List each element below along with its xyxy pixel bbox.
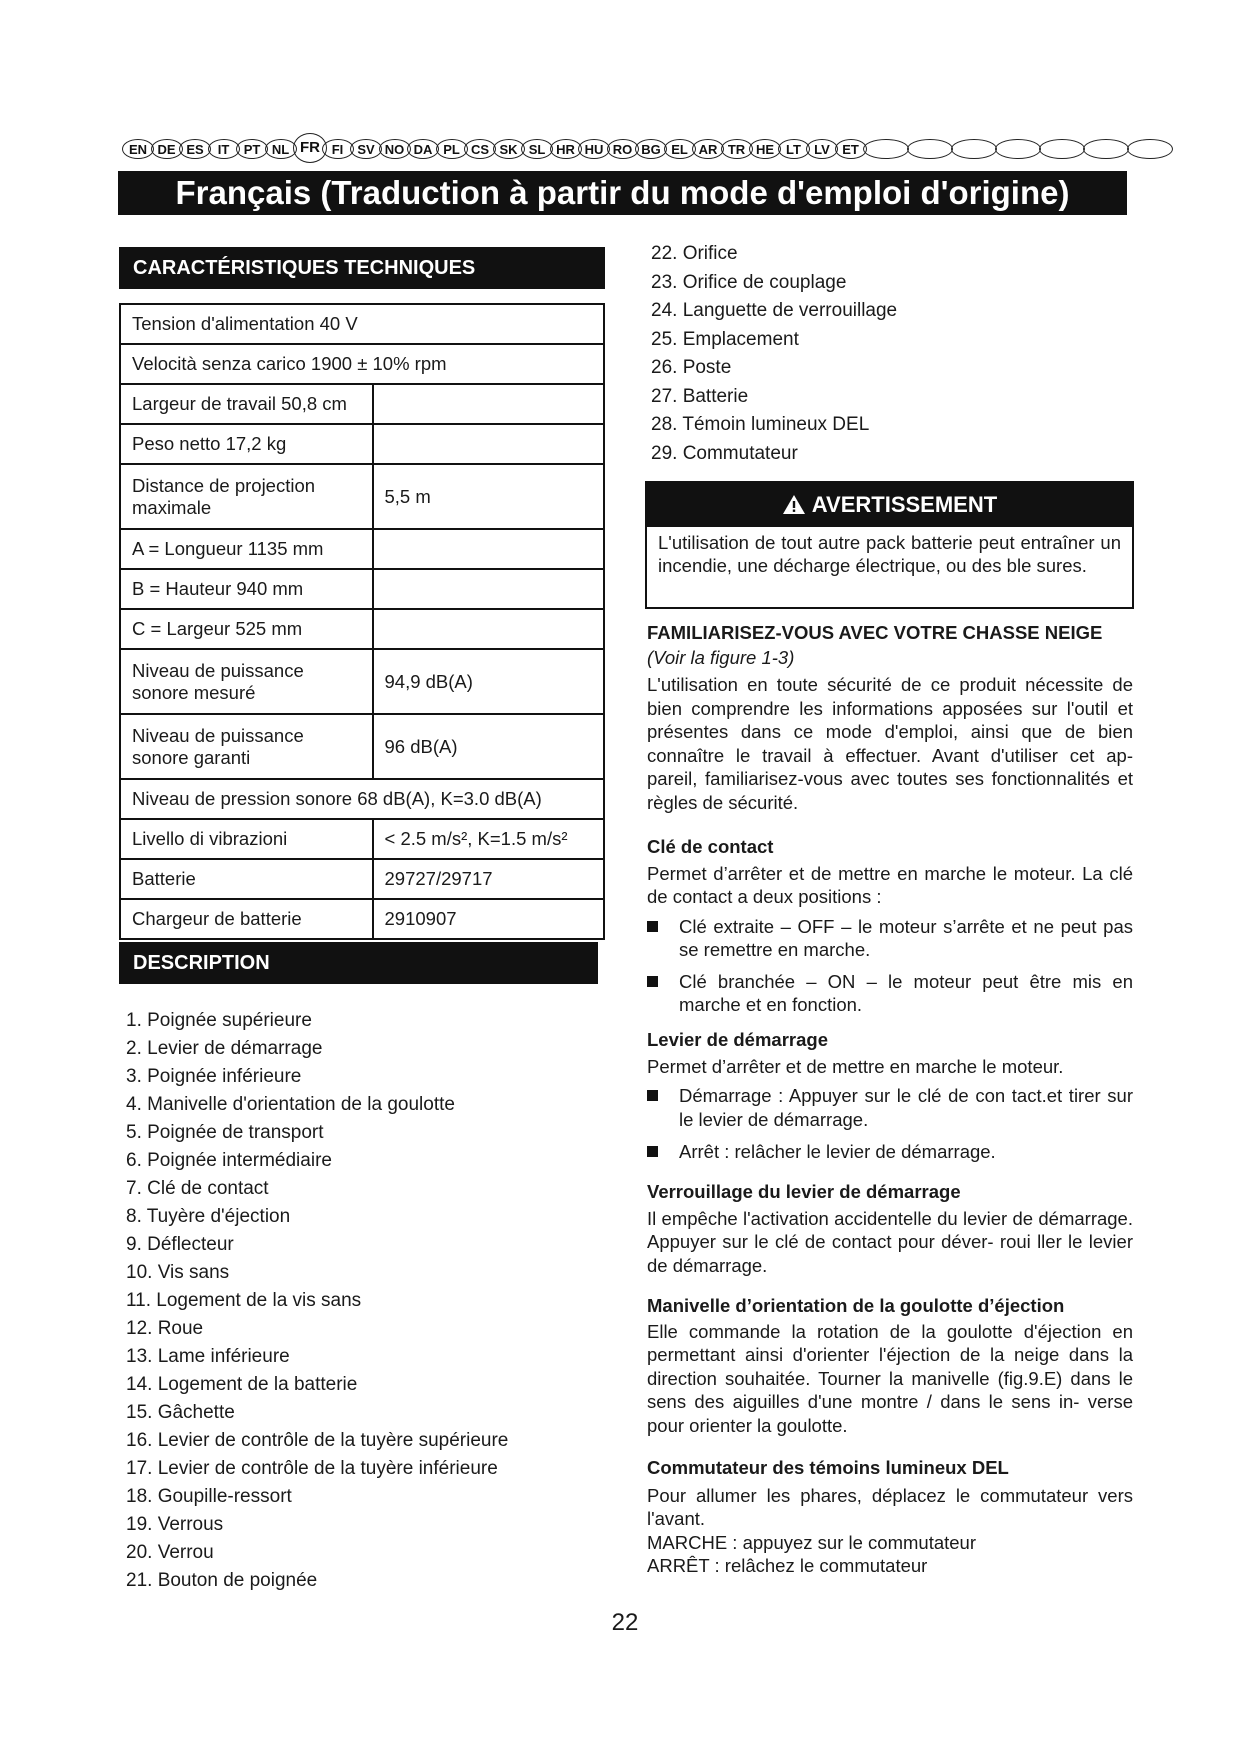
spec-label: Niveau de pression sonore 68 dB(A), K=3.0 dB(A)	[120, 779, 604, 819]
description-item: 14. Logement de la batterie	[126, 1374, 358, 1395]
description-item: 22. Orifice	[651, 243, 738, 264]
language-tab-hr[interactable]: HR	[550, 139, 582, 159]
spec-label: Velocità senza carico 1900 ± 10% rpm	[120, 344, 604, 384]
key-text: Permet d’arrêter et de mettre en marche le moteur. La clé de contact a deux positions :	[647, 862, 1133, 907]
description-item: 12. Roue	[126, 1318, 204, 1339]
description-item: 6. Poignée intermédiaire	[126, 1150, 332, 1171]
spec-label: A = Longueur 1135 mm	[120, 529, 373, 569]
spec-label: Niveau de puissance sonore mesuré	[120, 649, 373, 714]
lever-text: Permet d’arrêter et de mettre en marche le moteur.	[647, 1055, 1064, 1077]
familiarize-heading-text: FAMILIARISEZ-VOUS AVEC VOTRE CHASSE NEIGE	[647, 622, 1103, 643]
key-heading: Clé de contact	[647, 836, 774, 857]
spec-value: 96 dB(A)	[373, 714, 605, 779]
language-tab-empty-29[interactable]	[995, 139, 1041, 159]
language-tab-tr[interactable]: TR	[721, 139, 753, 159]
led-on-text: MARCHE : appuyez sur le commutateur	[647, 1531, 977, 1553]
description-item: 27. Batterie	[651, 385, 749, 407]
language-tab-empty-31[interactable]	[1083, 139, 1129, 159]
warning-box	[645, 481, 1134, 609]
spec-value	[373, 569, 605, 609]
spec-label: Batterie	[120, 859, 373, 899]
spec-row	[120, 649, 604, 714]
description-item: 23. Orifice de couplage	[651, 271, 847, 293]
spec-value	[373, 384, 605, 424]
bullet-square-icon	[647, 921, 658, 932]
language-tab-el[interactable]: EL	[664, 139, 696, 159]
spec-label: Livello di vibrazioni	[120, 819, 373, 859]
page-title: Français (Traduction à partir du mode d'emploi d'origine)	[118, 171, 1127, 215]
lock-section	[647, 1180, 1133, 1277]
description-item: 26. Poste	[651, 357, 732, 378]
language-tab-sv[interactable]: SV	[350, 139, 382, 159]
language-tab-empty-30[interactable]	[1039, 139, 1085, 159]
warning-header	[647, 483, 1132, 527]
language-tab-da[interactable]: DA	[407, 139, 439, 159]
spec-row	[120, 464, 604, 529]
description-heading: DESCRIPTION	[119, 942, 598, 984]
lever-bullet-text: Arrêt : relâcher le levier de démarrage.	[679, 1141, 996, 1162]
led-off-text: ARRÊT : relâchez le commutateur	[647, 1555, 928, 1576]
crank-heading: Manivelle d’orientation de la goulotte d’éjection	[647, 1295, 1065, 1316]
key-bullet-text: Clé extraite – OFF – le moteur s’arrête et ne peut pas se remettre en marche.	[679, 915, 1133, 960]
lock-heading: Verrouillage du levier de démarrage	[647, 1181, 961, 1202]
spec-label: Largeur de travail 50,8 cm	[120, 384, 373, 424]
spec-value: 94,9 dB(A)	[373, 649, 605, 714]
spec-value: 29727/29717	[373, 859, 605, 899]
spec-label: Tension d'alimentation 40 V	[120, 304, 604, 344]
spec-value	[373, 529, 605, 569]
familiarize-text: L'utilisation en toute sécurité de ce produit nécessite de bien comprendre les informations apposées sur l'outil et présentes dans ce mode d'emploi, ainsi que de bien connaître le travail à effectuer. Avant d'utiliser cet ap- pareil, familiarisez-vous avec toutes ses fonctionnalités et règles de sécurité.	[647, 674, 1133, 813]
lever-bullet	[647, 1140, 1133, 1164]
spec-row	[120, 304, 604, 344]
description-item: 4. Manivelle d'orientation de la goulotte	[126, 1094, 455, 1115]
description-item: 25. Emplacement	[651, 328, 799, 350]
spec-value: < 2.5 m/s², K=1.5 m/s²	[373, 819, 605, 859]
language-tab-pl[interactable]: PL	[436, 139, 468, 159]
warning-title: AVERTISSEMENT	[811, 492, 998, 517]
description-list	[126, 1007, 596, 1595]
bullet-square-icon	[647, 1090, 658, 1101]
crank-text: Elle commande la rotation de la goulotte d'éjection en permettant ainsi d'orienter l'éjection de la neige dans la direction souhaitée. Tourner la manivelle (fig.9.E) dans le sens des aiguilles d'une montre / dans le sens in- verse pour orienter la goulotte.	[647, 1320, 1133, 1436]
language-tab-bg[interactable]: BG	[635, 139, 667, 159]
language-tab-empty-28[interactable]	[951, 139, 997, 159]
spec-row	[120, 609, 604, 649]
lever-bullet	[647, 1084, 1133, 1131]
language-tab-no[interactable]: NO	[379, 139, 411, 159]
spec-value	[373, 609, 605, 649]
specs-heading: CARACTÉRISTIQUES TECHNIQUES	[119, 247, 605, 289]
spec-row	[120, 859, 604, 899]
spec-value: 2910907	[373, 899, 605, 939]
description-item: 24. Languette de verrouillage	[651, 300, 898, 321]
language-tab-lt[interactable]: LT	[778, 139, 810, 159]
description-item: 28. Témoin lumineux DEL	[651, 414, 870, 435]
language-tab-empty-26[interactable]	[863, 139, 909, 159]
spec-row	[120, 529, 604, 569]
description-item: 19. Verrous	[126, 1514, 224, 1535]
familiarize-section	[647, 620, 1133, 814]
language-tab-en[interactable]: EN	[122, 139, 154, 159]
warning-text: L'utilisation de tout autre pack batterie peut entraîner un incendie, une décharge électrique, ou des ble sures.	[658, 532, 1121, 576]
lever-heading: Levier de démarrage	[647, 1029, 828, 1050]
language-tab-pt[interactable]: PT	[236, 139, 268, 159]
language-tab-lv[interactable]: LV	[806, 139, 838, 159]
description-item: 5. Poignée de transport	[126, 1122, 324, 1143]
description-item: 11. Logement de la vis sans	[126, 1290, 362, 1311]
page-number: 22	[611, 1609, 639, 1636]
spec-label: C = Largeur 525 mm	[120, 609, 373, 649]
language-tab-sk[interactable]: SK	[493, 139, 525, 159]
bullet-square-icon	[647, 1146, 658, 1157]
description-item: 8. Tuyère d'éjection	[126, 1206, 291, 1227]
spec-label: Niveau de puissance sonore garanti	[120, 714, 373, 779]
description-item: 21. Bouton de poignée	[126, 1570, 318, 1591]
familiarize-heading	[647, 620, 1133, 670]
description-item: 7. Clé de contact	[126, 1178, 269, 1199]
language-tab-fi[interactable]: FI	[322, 139, 354, 159]
lock-text: Il empêche l'activation accidentelle du levier de démarrage. Appuyer sur le clé de contact pour déver- roui ller le levier de démarrage.	[647, 1207, 1133, 1276]
led-text: Pour allumer les phares, déplacez le commutateur vers l'avant.	[647, 1484, 1133, 1529]
spec-label: Peso netto 17,2 kg	[120, 424, 373, 464]
language-tab-ar[interactable]: AR	[692, 139, 724, 159]
spec-label: B = Hauteur 940 mm	[120, 569, 373, 609]
led-heading: Commutateur des témoins lumineux DEL	[647, 1457, 1009, 1478]
key-bullet-text: Clé branchée – ON – le moteur peut être mis en marche et en fonction.	[679, 970, 1133, 1015]
language-tab-hu[interactable]: HU	[578, 139, 610, 159]
language-tab-et[interactable]: ET	[835, 139, 867, 159]
description-item: 29. Commutateur	[651, 442, 798, 464]
language-tab-de[interactable]: DE	[151, 139, 183, 159]
language-tab-empty-27[interactable]	[907, 139, 953, 159]
key-bullet	[647, 915, 1133, 962]
language-tab-ro[interactable]: RO	[607, 139, 639, 159]
spec-row	[120, 344, 604, 384]
language-tab-cs[interactable]: CS	[464, 139, 496, 159]
spec-label: Chargeur de batterie	[120, 899, 373, 939]
description-item: 3. Poignée inférieure	[126, 1066, 302, 1087]
language-tab-it[interactable]: IT	[208, 139, 240, 159]
description-item: 2. Levier de démarrage	[126, 1038, 323, 1059]
description-item: 10. Vis sans	[126, 1262, 230, 1283]
language-tab-he[interactable]: HE	[749, 139, 781, 159]
spec-value	[373, 424, 605, 464]
lever-bullet-text: Démarrage : Appuyer sur le clé de con tact.et tirer sur le levier de démarrage.	[679, 1085, 1133, 1130]
description-list-continued	[651, 240, 1051, 468]
spec-row	[120, 899, 604, 939]
description-item: 18. Goupille-ressort	[126, 1486, 292, 1507]
description-item: 13. Lame inférieure	[126, 1346, 290, 1367]
description-item: 20. Verrou	[126, 1542, 214, 1563]
spec-value: 5,5 m	[373, 464, 605, 529]
language-tab-sl[interactable]: SL	[521, 139, 553, 159]
language-bar	[122, 133, 1127, 165]
spec-row	[120, 714, 604, 779]
lever-section	[647, 1028, 1133, 1164]
description-item: 9. Déflecteur	[126, 1234, 234, 1255]
figure-reference: (Voir la figure 1-3)	[647, 647, 795, 668]
spec-row	[120, 779, 604, 819]
key-section	[647, 835, 1133, 1017]
crank-section	[647, 1294, 1133, 1437]
spec-label: Distance de projection maximale	[120, 464, 373, 529]
description-item: 15. Gâchette	[126, 1402, 235, 1423]
key-bullet	[647, 970, 1133, 1017]
spec-row	[120, 819, 604, 859]
description-item: 17. Levier de contrôle de la tuyère inférieure	[126, 1458, 498, 1479]
description-item: 1. Poignée supérieure	[126, 1010, 312, 1031]
specs-table	[119, 303, 605, 940]
led-section	[647, 1456, 1133, 1578]
description-item: 16. Levier de contrôle de la tuyère supérieure	[126, 1430, 509, 1451]
language-tab-nl[interactable]: NL	[265, 139, 297, 159]
language-tab-empty-32[interactable]	[1127, 139, 1173, 159]
bullet-square-icon	[647, 976, 658, 987]
warning-triangle-icon	[782, 494, 806, 515]
language-tab-es[interactable]: ES	[179, 139, 211, 159]
spec-row	[120, 569, 604, 609]
spec-row	[120, 424, 604, 464]
spec-row	[120, 384, 604, 424]
language-tab-fr[interactable]: FR	[293, 133, 327, 163]
